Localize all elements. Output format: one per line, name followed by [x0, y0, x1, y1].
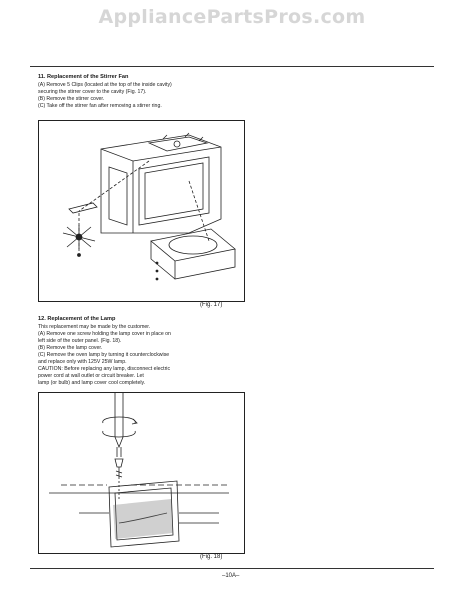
- section-12-heading: 12. Replacement of the Lamp: [38, 316, 116, 322]
- figure-18: [38, 392, 245, 554]
- figure-18-caption: (Fig. 18): [200, 554, 223, 560]
- caution-line: lamp (or bulb) and lamp cover cool completely.: [38, 380, 146, 386]
- section-12-line: and replace only with 125V 25W lamp.: [38, 359, 127, 365]
- figure-17-caption: (Fig. 17): [200, 302, 223, 308]
- caution-line: CAUTION: Before replacing any lamp, disconnect electric: [38, 366, 171, 372]
- section-12-line: (A) Remove one screw holding the lamp cover in place on: [38, 331, 171, 337]
- bottom-rule: [30, 568, 434, 569]
- section-12-line: (C) Remove the oven lamp by turning it counterclockwise: [38, 352, 170, 358]
- section-11-line: securing the stirrer cover to the cavity (Fig. 17).: [38, 89, 147, 95]
- section-12-line: (B) Remove the lamp cover.: [38, 345, 103, 351]
- section-12-text: [38, 324, 171, 387]
- section-11-line: (C) Take off the stirrer fan after removing a stirrer ring.: [38, 103, 162, 109]
- figure-17: [38, 120, 245, 302]
- section-12-line: left side of the outer panel. (Fig. 18).: [38, 338, 122, 344]
- caution-line: power cord at wall outlet or circuit breaker. Let: [38, 373, 144, 379]
- section-11-line: (A) Remove 5 Clips (located at the top of the inside cavity): [38, 82, 172, 88]
- page-number: –10A–: [222, 573, 240, 579]
- top-rule: [30, 66, 434, 67]
- lamp-replacement-diagram: [39, 393, 244, 553]
- section-11-heading: 11. Replacement of the Stirrer Fan: [38, 74, 129, 80]
- section-11-line: (B) Remove the stirrer cover.: [38, 96, 105, 102]
- section-12-line: This replacement may be made by the customer.: [38, 324, 151, 330]
- watermark: AppliancePartsPros.com: [98, 6, 366, 28]
- section-11-text: [38, 82, 172, 110]
- stirrer-fan-diagram: [39, 121, 244, 301]
